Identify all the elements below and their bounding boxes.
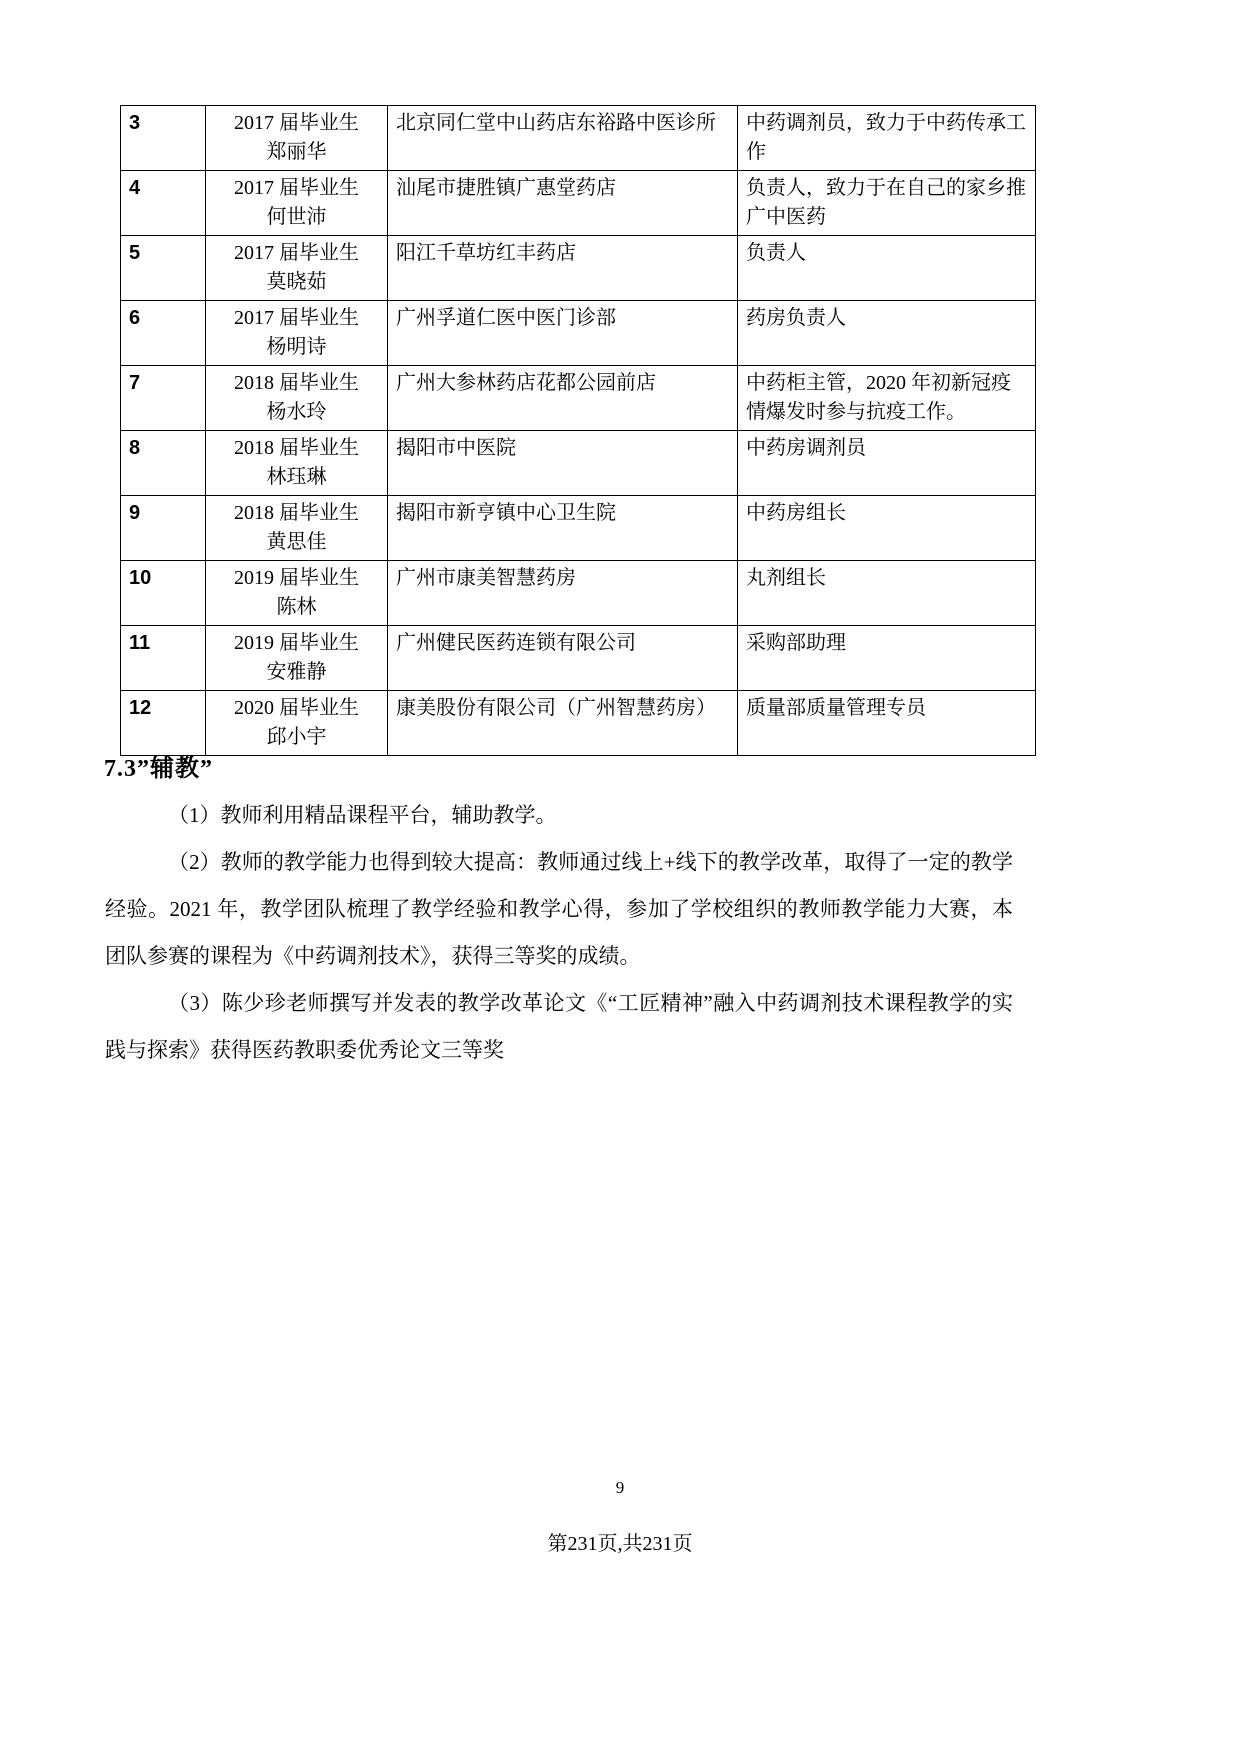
graduate-cell	[206, 626, 388, 691]
graduation-year: 2018 届毕业生	[234, 437, 359, 459]
position-cell: 负责人，致力于在自己的家乡推广中医药	[738, 171, 1036, 236]
workplace-cell: 康美股份有限公司（广州智慧药房）	[388, 691, 738, 756]
workplace-cell: 广州市康美智慧药房	[388, 561, 738, 626]
position-cell: 中药柜主管，2020 年初新冠疫情爆发时参与抗疫工作。	[738, 366, 1036, 431]
position-cell: 中药房调剂员	[738, 431, 1036, 496]
graduation-year: 2018 届毕业生	[234, 502, 359, 524]
graduate-name: 林珏琳	[266, 466, 327, 488]
graduation-year: 2018 届毕业生	[234, 372, 359, 394]
workplace-cell: 广州健民医药连锁有限公司	[388, 626, 738, 691]
row-number-cell: 4	[121, 171, 206, 236]
workplace-cell: 揭阳市中医院	[388, 431, 738, 496]
row-number-cell: 8	[121, 431, 206, 496]
paragraph: （2）教师的教学能力也得到较大提高：教师通过线上+线下的教学改革，取得了一定的教学经验。2021 年，教学团队梳理了教学经验和教学心得，参加了学校组织的教师教学能力大赛，本团队参赛的课程为《中药调剂技术》，获得三等奖的成绩。	[105, 850, 1013, 968]
graduate-name: 安雅静	[266, 661, 327, 683]
position-cell: 质量部质量管理专员	[738, 691, 1036, 756]
table-row	[121, 366, 1036, 431]
position-cell: 药房负责人	[738, 301, 1036, 366]
section-heading: 7.3”辅教”	[104, 756, 213, 782]
graduate-cell	[206, 691, 388, 756]
table-row	[121, 496, 1036, 561]
table-row	[121, 301, 1036, 366]
table-row	[121, 236, 1036, 301]
row-number-cell: 12	[121, 691, 206, 756]
graduate-name: 陈林	[276, 596, 317, 618]
table-row	[121, 431, 1036, 496]
graduate-name: 杨明诗	[266, 336, 327, 358]
workplace-cell: 广州大参林药店花都公园前店	[388, 366, 738, 431]
graduate-cell	[206, 106, 388, 171]
graduate-name: 邱小宇	[266, 726, 327, 748]
position-cell: 丸剂组长	[738, 561, 1036, 626]
graduate-name: 何世沛	[266, 206, 327, 228]
paragraph: （3）陈少珍老师撰写并发表的教学改革论文《“工匠精神”融入中药调剂技术课程教学的实践与探索》获得医药教职委优秀论文三等奖	[105, 991, 1013, 1062]
workplace-cell: 阳江千草坊红丰药店	[388, 236, 738, 301]
row-number-cell: 7	[121, 366, 206, 431]
row-number-cell: 3	[121, 106, 206, 171]
row-number-cell: 11	[121, 626, 206, 691]
row-number-cell: 9	[121, 496, 206, 561]
graduation-year: 2017 届毕业生	[234, 177, 359, 199]
graduates-table-body	[121, 106, 1036, 756]
graduation-year: 2020 届毕业生	[234, 697, 359, 719]
table-row	[121, 106, 1036, 171]
graduate-cell	[206, 301, 388, 366]
page-number: 9	[615, 1478, 625, 1497]
position-cell: 中药房组长	[738, 496, 1036, 561]
paragraph: （1）教师利用精品课程平台，辅助教学。	[168, 803, 557, 827]
graduates-table	[120, 105, 1036, 756]
graduate-cell	[206, 496, 388, 561]
graduation-year: 2017 届毕业生	[234, 112, 359, 134]
graduate-name: 黄思佳	[266, 531, 327, 553]
workplace-cell: 北京同仁堂中山药店东裕路中医诊所	[388, 106, 738, 171]
workplace-cell: 揭阳市新亨镇中心卫生院	[388, 496, 738, 561]
workplace-cell: 广州孚道仁医中医门诊部	[388, 301, 738, 366]
graduate-cell	[206, 236, 388, 301]
graduate-name: 杨水玲	[266, 401, 327, 423]
row-number-cell: 10	[121, 561, 206, 626]
graduate-name: 莫晓茹	[266, 271, 327, 293]
table-row	[121, 626, 1036, 691]
graduate-cell	[206, 431, 388, 496]
body-paragraphs	[105, 792, 1013, 1074]
position-cell: 中药调剂员，致力于中药传承工作	[738, 106, 1036, 171]
graduate-cell	[206, 171, 388, 236]
graduation-year: 2017 届毕业生	[234, 242, 359, 264]
table-row	[121, 171, 1036, 236]
footer-page-info: 第231页,共231页	[547, 1533, 693, 1555]
graduation-year: 2019 届毕业生	[234, 567, 359, 589]
graduation-year: 2019 届毕业生	[234, 632, 359, 654]
graduation-year: 2017 届毕业生	[234, 307, 359, 329]
graduate-cell	[206, 366, 388, 431]
position-cell: 采购部助理	[738, 626, 1036, 691]
row-number-cell: 6	[121, 301, 206, 366]
table-row	[121, 561, 1036, 626]
position-cell: 负责人	[738, 236, 1036, 301]
table-row	[121, 691, 1036, 756]
workplace-cell: 汕尾市捷胜镇广惠堂药店	[388, 171, 738, 236]
row-number-cell: 5	[121, 236, 206, 301]
graduate-cell	[206, 561, 388, 626]
graduate-name: 郑丽华	[266, 141, 327, 163]
